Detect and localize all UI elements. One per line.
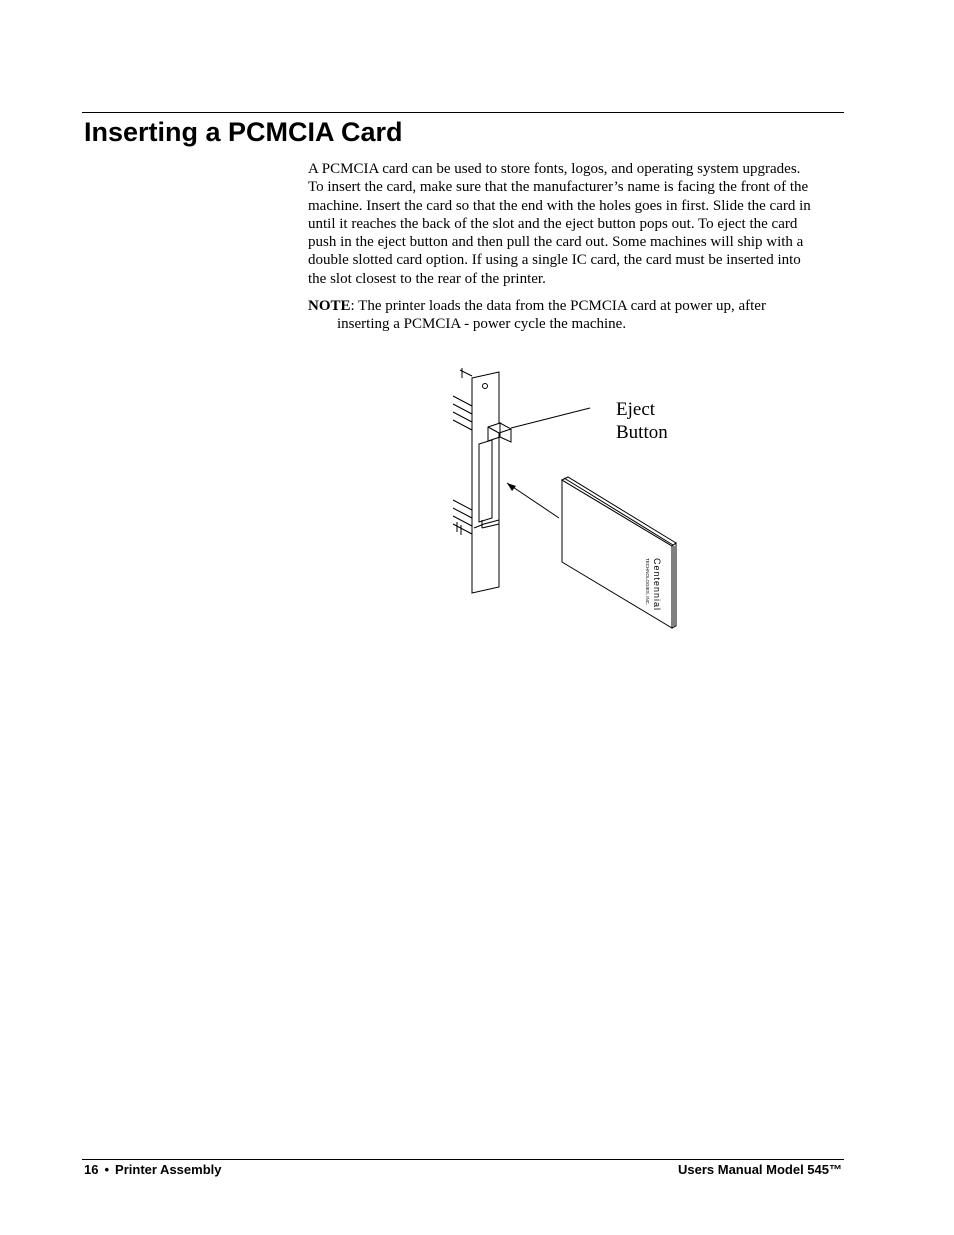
slot-bracket: [472, 372, 499, 593]
page-title: Inserting a PCMCIA Card: [84, 117, 403, 147]
callout-line: Button: [616, 422, 668, 443]
header-rule: [82, 112, 844, 113]
footer-rule: [82, 1159, 844, 1160]
paragraph-line: until it reaches the back of the slot and the eject button pops out. To eject the card: [308, 215, 798, 232]
eject-button-drawing: [488, 408, 590, 442]
card-brand-label: Centennial: [652, 558, 662, 612]
page-number: 16: [84, 1162, 99, 1177]
callout-line: Eject: [616, 399, 656, 420]
note-label: NOTE: [308, 298, 351, 314]
pcmcia-card-drawing: [562, 477, 676, 628]
note-block: [308, 297, 828, 334]
card-brand-subtext: TECHNOLOGIES, INC.: [645, 558, 650, 606]
paragraph-line: the slot closest to the rear of the printer.: [308, 270, 546, 287]
paragraph-line: A PCMCIA card can be used to store fonts, logos, and operating system upgrades.: [308, 161, 801, 177]
note-text-line2: inserting a PCMCIA - power cycle the machine.: [337, 316, 627, 333]
note-text-line1: : The printer loads the data from the PCMCIA card at power up, after: [350, 298, 766, 314]
manual-title: Users Manual Model 545™: [678, 1162, 842, 1177]
section-name: Printer Assembly: [115, 1162, 222, 1177]
footer-bullet: •: [104, 1162, 110, 1177]
footer-left: [84, 1162, 221, 1178]
insertion-arrow: [507, 483, 559, 518]
paragraph-line: To insert the card, make sure that the manufacturer’s name is facing the front of the: [308, 179, 809, 196]
paragraph-line: machine. Insert the card so that the end with the holes goes in first. Slide the card in: [308, 197, 811, 214]
body-paragraph: [308, 160, 848, 288]
eject-button-callout: [616, 398, 668, 444]
paragraph-line: push in the eject button and then pull the card out. Some machines will ship with a: [308, 234, 804, 251]
chassis-rails: [453, 368, 472, 535]
paragraph-line: double slotted card option. If using a single IC card, the card must be inserted into: [308, 252, 801, 269]
